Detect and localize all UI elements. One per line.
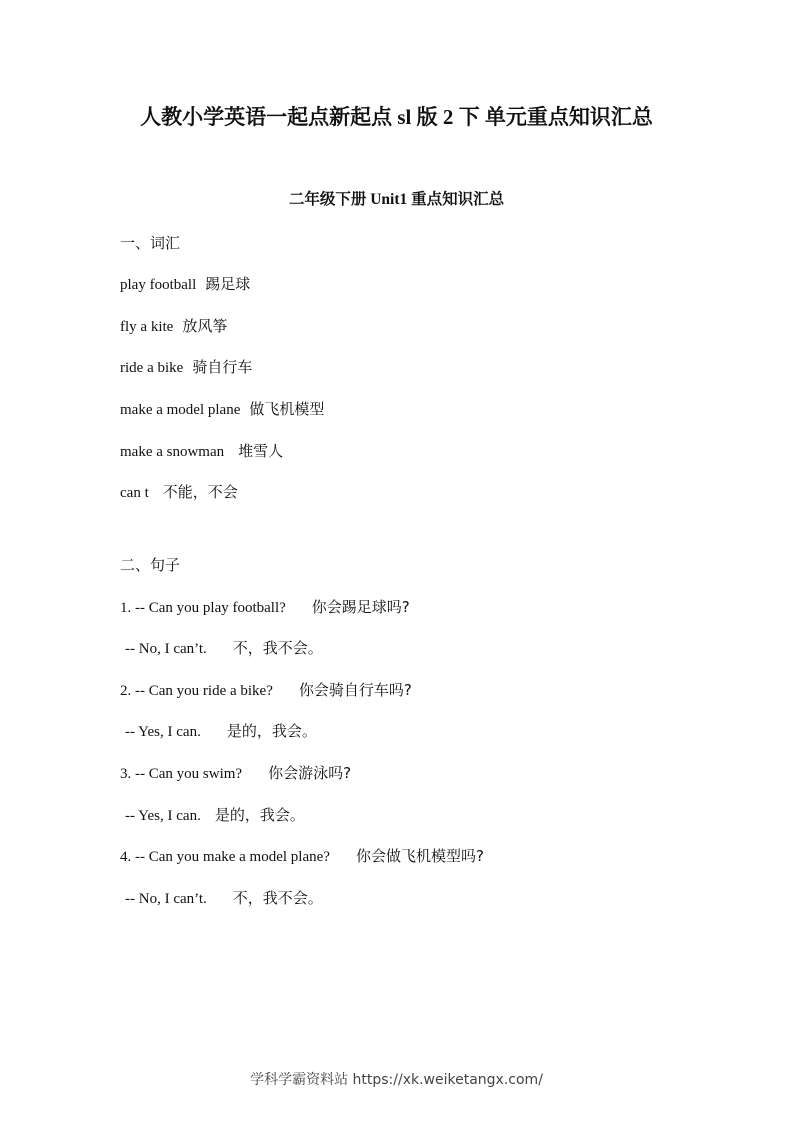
sentence-answer xyxy=(125,720,317,743)
answer-english: -- No, I can’t. xyxy=(125,641,207,657)
vocab-english: make a snowman xyxy=(120,444,225,460)
vocab-item xyxy=(120,356,252,379)
vocab-item xyxy=(120,315,227,338)
unit-title: 二年级下册 Unit1 重点知识汇总 xyxy=(288,191,505,208)
sentence-question xyxy=(120,762,351,785)
sentence-answer xyxy=(125,804,305,827)
answer-chinese: 是的，我会。 xyxy=(214,806,305,824)
question-chinese: 你会做飞机模型吗? xyxy=(355,847,484,865)
document-title: 人教小学英语一起点新起点 sl 版 2 下 单元重点知识汇总 xyxy=(140,105,653,129)
answer-english: -- Yes, I can. xyxy=(125,724,201,740)
vocab-item xyxy=(120,481,238,504)
answer-english: -- No, I can’t. xyxy=(125,891,207,907)
vocab-english: play football xyxy=(120,277,197,293)
sentence-question xyxy=(120,679,412,702)
question-chinese: 你会游泳吗? xyxy=(268,764,352,782)
question-english: 4. -- Can you make a model plane? xyxy=(120,849,330,865)
sentence-answer xyxy=(125,637,323,660)
sentence-answer xyxy=(125,887,323,910)
vocab-chinese: 不能，不会 xyxy=(162,483,238,501)
footer-watermark: 学科学霸资料站 https://xk.weiketangx.com/ xyxy=(250,1072,543,1088)
vocab-english: fly a kite xyxy=(120,319,174,335)
vocab-chinese: 踢足球 xyxy=(205,275,251,293)
answer-english: -- Yes, I can. xyxy=(125,808,201,824)
vocab-item xyxy=(120,440,283,463)
answer-chinese: 是的，我会。 xyxy=(226,722,317,740)
sentence-question xyxy=(120,845,484,868)
question-english: 1. -- Can you play football? xyxy=(120,600,286,616)
vocab-item xyxy=(120,273,250,296)
sentence-question xyxy=(120,596,410,619)
question-chinese: 你会骑自行车吗? xyxy=(298,681,412,699)
vocab-chinese: 骑自行车 xyxy=(192,358,253,376)
vocab-chinese: 放风筝 xyxy=(182,317,228,335)
vocab-chinese: 堆雪人 xyxy=(238,442,284,460)
question-chinese: 你会踢足球吗? xyxy=(311,598,410,616)
vocab-item xyxy=(120,398,324,421)
sentences-heading: 二、句子 xyxy=(120,556,181,574)
question-english: 2. -- Can you ride a bike? xyxy=(120,683,273,699)
answer-chinese: 不，我不会。 xyxy=(232,889,323,907)
vocab-english: make a model plane xyxy=(120,402,241,418)
answer-chinese: 不，我不会。 xyxy=(232,639,323,657)
vocab-english: ride a bike xyxy=(120,360,184,376)
vocab-chinese: 做飞机模型 xyxy=(249,400,325,418)
question-english: 3. -- Can you swim? xyxy=(120,766,243,782)
vocabulary-heading: 一、词汇 xyxy=(120,234,181,252)
vocab-english: can t xyxy=(120,485,149,501)
